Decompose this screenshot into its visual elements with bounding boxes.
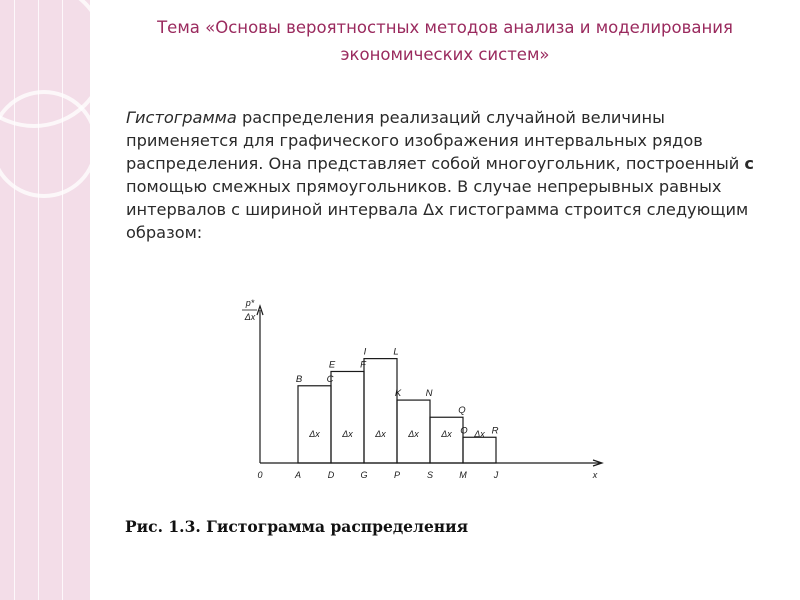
- bar-corner-label: O: [460, 425, 468, 437]
- body-paragraph: [126, 106, 776, 244]
- x-tick-label: D: [327, 470, 335, 480]
- sidebar-ring: [0, 90, 90, 198]
- paragraph-bold-word: с: [744, 154, 754, 173]
- bar-corner-label: C: [326, 373, 334, 385]
- y-axis-label-numerator: p*: [245, 298, 255, 308]
- term-histogram: Гистограмма: [126, 108, 237, 127]
- bar-corner-label: E: [328, 359, 336, 371]
- histogram-bar: [331, 371, 364, 463]
- x-tick-label: S: [426, 470, 434, 480]
- histogram-bar: [463, 437, 496, 463]
- bar-corner-label: Q: [458, 405, 466, 417]
- paragraph-part-1: распределения реализаций случайной величины применяется для графического изображения интервальных рядов распределения. Она представляет собой многоугольник, построенный: [126, 108, 745, 173]
- bar-width-label: Δx: [441, 429, 452, 439]
- origin-label: 0: [257, 470, 263, 480]
- x-tick-label: P: [393, 470, 401, 480]
- x-tick-label: J: [493, 470, 499, 480]
- histogram-figure: [230, 290, 620, 494]
- figure-caption: Рис. 1.3. Гистограмма распределения: [125, 517, 469, 536]
- histogram-bar: [298, 386, 331, 463]
- slide-title: Тема «Основы вероятностных методов анализа и моделирования экономических систем»: [157, 18, 733, 64]
- bar-width-label: Δx: [375, 429, 386, 439]
- bar-width-label: Δx: [342, 429, 353, 439]
- histogram-chart: [230, 290, 620, 490]
- bar-corner-label: F: [360, 359, 366, 371]
- bar-corner-label: I: [363, 346, 367, 358]
- x-tick-label: M: [459, 470, 467, 480]
- bar-corner-label: B: [295, 373, 303, 385]
- x-tick-label: A: [294, 470, 302, 480]
- bar-corner-label: N: [425, 388, 433, 400]
- x-tick-label: G: [360, 470, 368, 480]
- paragraph-part-2: помощью смежных прямоугольников. В случае непрерывных равных интервалов с шириной интервала Δx гистограмма строится следующим образом:: [126, 177, 749, 242]
- bar-corner-label: R: [491, 425, 499, 437]
- bar-corner-label: K: [394, 388, 402, 400]
- x-axis-label: x: [592, 470, 598, 480]
- decorative-sidebar: [0, 0, 90, 600]
- histogram-bar: [364, 359, 397, 463]
- y-axis-label-denominator: Δx: [244, 312, 256, 322]
- bar-width-label: Δx: [309, 429, 320, 439]
- bar-width-label: Δx: [408, 429, 419, 439]
- histogram-bar: [430, 417, 463, 463]
- bar-corner-label: L: [393, 346, 399, 358]
- bar-width-label: Δx: [474, 429, 485, 439]
